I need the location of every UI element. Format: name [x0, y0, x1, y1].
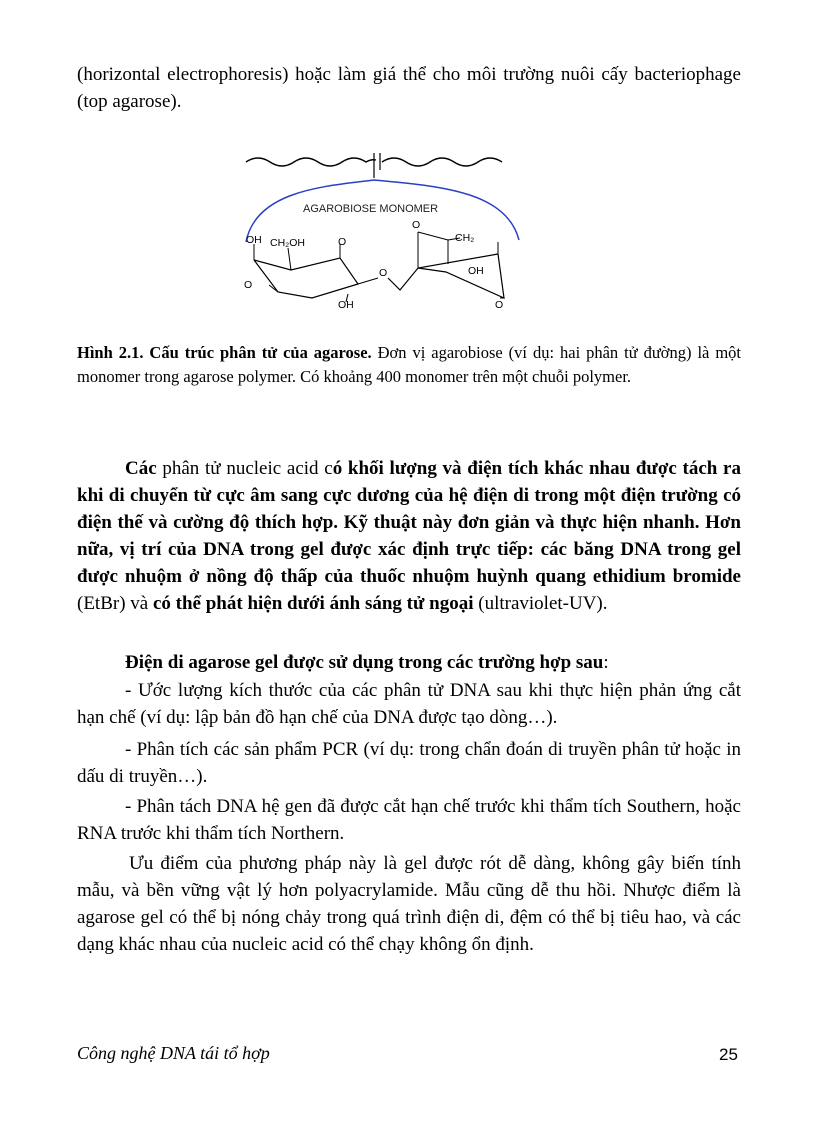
- main-s2: phân tử nucleic acid c: [156, 458, 333, 479]
- label-oh-top: OH: [246, 234, 262, 246]
- label-o-ring-left: O: [338, 236, 347, 248]
- main-s6: (ultraviolet-UV).: [473, 593, 608, 614]
- figure-caption: [77, 341, 741, 389]
- polymer-chain-left: [246, 158, 376, 166]
- polymer-chain-right: [382, 158, 502, 166]
- label-oh-bottom: OH: [338, 299, 354, 311]
- uses-heading-tail: :: [603, 652, 609, 673]
- right-sugar-ring: [388, 254, 504, 298]
- caption-text: Đơn vị agarobiose (ví dụ: hai phân tử đường) là một monomer trong agarose polymer. Có khoảng 400 monomer trên một chuỗi polymer.: [77, 343, 741, 386]
- footer-book-title: Công nghệ DNA tái tổ hợp: [77, 1043, 270, 1063]
- caption-label: Hình 2.1. Cấu trúc phân tử của agarose.: [77, 343, 372, 362]
- uses-heading-bold: Điện di agarose gel được sử dụng trong các trường hợp sau: [125, 652, 604, 673]
- bullet-item: - Phân tách DNA hệ gen đã được cắt hạn chế trước khi thẩm tích Southern, hoặc RNA trước khi thẩm tích Northern.: [77, 796, 741, 844]
- label-ch2oh: CH₂OH: [270, 237, 305, 249]
- intro-paragraph: (horizontal electrophoresis) hoặc làm giá thể cho môi trường nuôi cấy bacteriophage (top agarose).: [77, 64, 741, 112]
- label-o-bridge: O: [379, 267, 388, 279]
- label-o-left: O: [244, 279, 253, 291]
- agarose-structure-diagram: [236, 150, 536, 320]
- uses-heading: [77, 649, 741, 676]
- label-o-top-right: O: [412, 219, 421, 231]
- page-number: 25: [719, 1045, 738, 1064]
- advantages-paragraph: Ưu điểm của phương pháp này là gel được rót dễ dàng, không gây biến tính mẫu, và bền vững vật lý hơn polyacrylamide. Mẫu cũng dễ thu hồi. Nhược điểm là agarose gel có thể bị nóng chảy trong quá trình điện di, đệm có thể bị tiêu hao, và các dạng khác nhau của nucleic acid có thể chạy không ổn định.: [77, 853, 741, 955]
- bullet-item: - Phân tích các sản phẩm PCR (ví dụ: trong chẩn đoán di truyền phân tử hoặc in dấu di truyền…).: [77, 739, 741, 787]
- main-paragraph: [77, 455, 741, 617]
- label-ch2: CH₂: [455, 232, 475, 244]
- monomer-label: AGAROBIOSE MONOMER: [303, 203, 439, 215]
- label-o-bottom-right: O: [495, 299, 504, 311]
- main-s5: có thể phát hiện dưới ánh sáng tử ngoại: [152, 593, 474, 614]
- main-s4: (EtBr) và: [77, 593, 153, 614]
- label-oh-right: OH: [468, 265, 484, 277]
- main-s1: Các: [125, 458, 157, 479]
- left-sugar-ring: [254, 258, 358, 298]
- main-s3: ó khối lượng và điện tích khác nhau được tách ra khi di chuyển từ cực âm sang cực dương của hệ điện di trong một điện trường có điện thế và cường độ thích hợp. Kỹ thuật này đơn giản và thực hiện nhanh. Hơn nữa, vị trí của DNA trong gel được xác định trực tiếp: các băng DNA trong gel được nhuộm ở nồng độ thấp của thuốc nhuộm huỳnh quang ethidium bromide: [77, 458, 741, 587]
- bullet-item: - Ước lượng kích thước của các phân tử DNA sau khi thực hiện phản ứng cắt hạn chế (ví dụ: lập bản đồ hạn chế của DNA được tạo dòng…).: [77, 680, 741, 728]
- agarose-structure-figure: [236, 150, 536, 320]
